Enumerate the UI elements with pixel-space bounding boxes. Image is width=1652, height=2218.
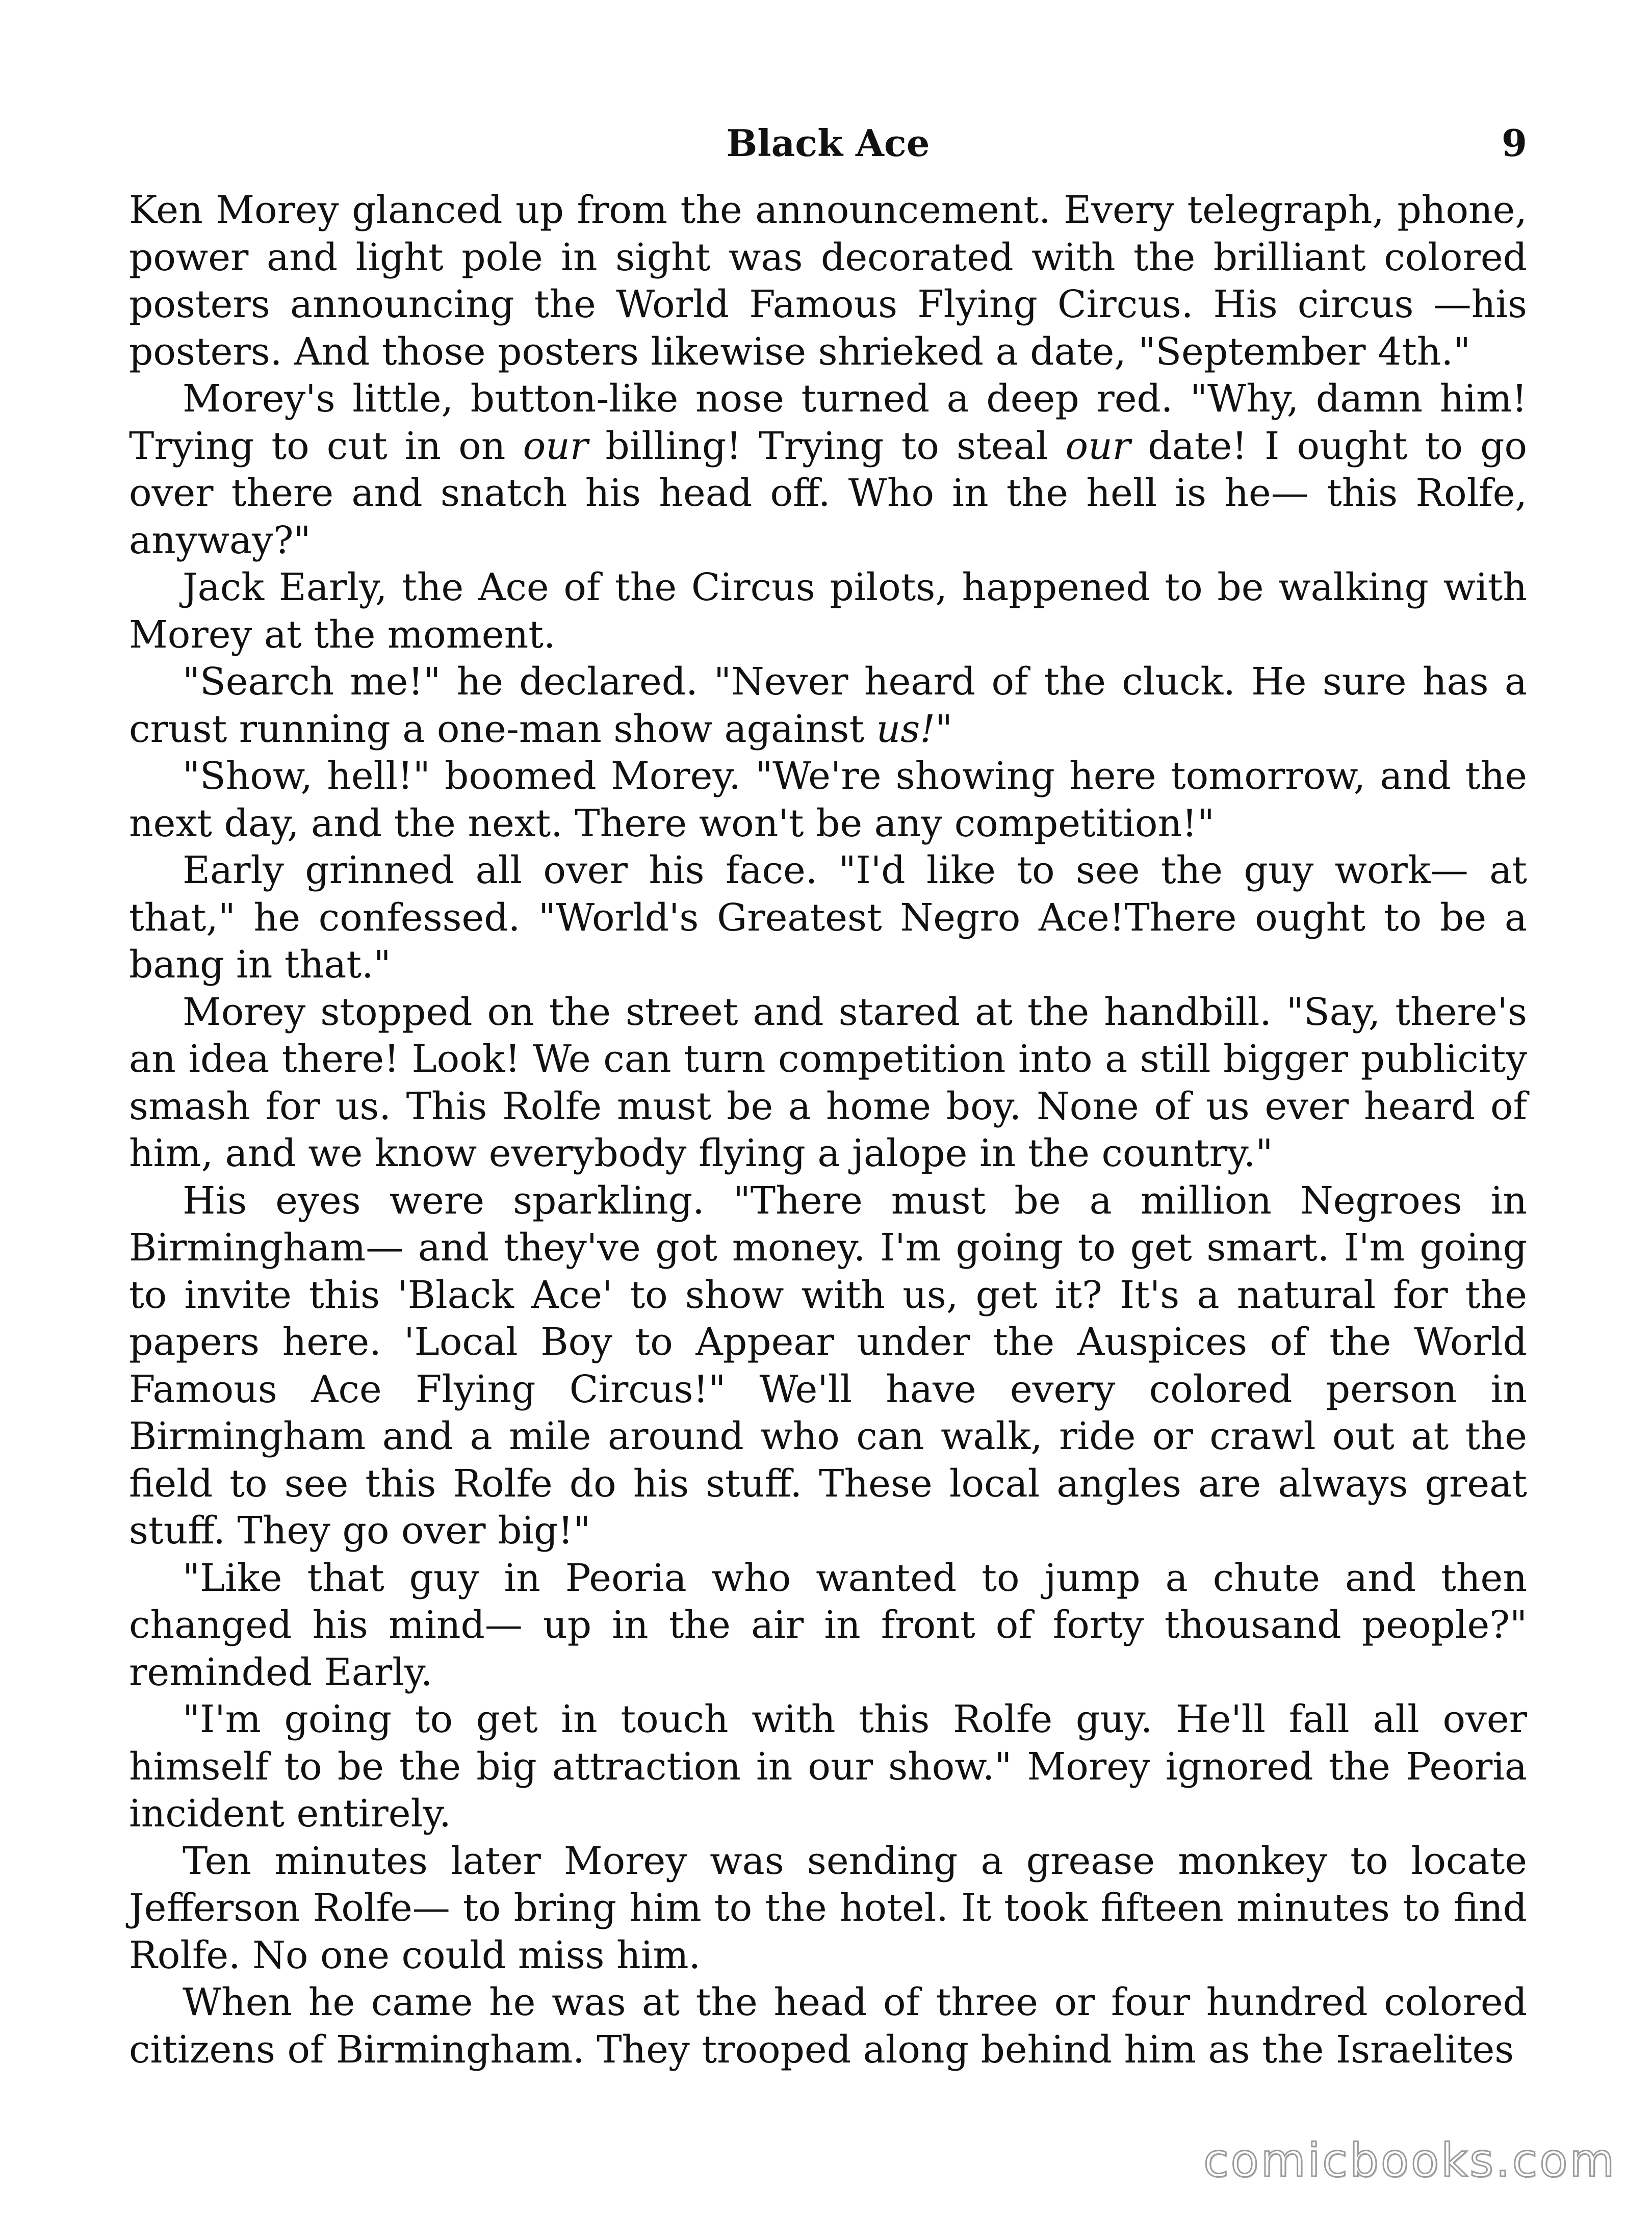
running-head	[129, 120, 1527, 187]
paragraph: Jack Early, the Ace of the Circus pilots, happened to be walking with Morey at the moment.	[129, 565, 1527, 657]
emphasis: our	[1065, 424, 1131, 468]
paragraph: Ken Morey glanced up from the announcement. Every telegraph, phone, power and light pole in sight was decorated with the brilliant colored posters announcing the World Famous Flying Circus. His circus —his posters. And those posters likewise shrieked a date, "September 4th."	[129, 188, 1527, 374]
paragraph: Ten minutes later Morey was sending a grease monkey to locate Jefferson Rolfe— to bring him to the hotel. It took fifteen minutes to find Rolfe. No one could miss him.	[129, 1839, 1527, 1977]
paragraph: "Like that guy in Peoria who wanted to jump a chute and then changed his mind— up in the air in front of forty thousand people?" reminded Early.	[129, 1556, 1527, 1694]
paragraph: When he came he was at the head of three or four hundred colored citizens of Birmingham. They trooped along behind him as the Israelites	[129, 1980, 1527, 2072]
paragraph: "I'm going to get in touch with this Rolfe guy. He'll fall all over himself to be the big attraction in our show." Morey ignored the Peoria incident entirely.	[129, 1697, 1527, 1836]
body-text	[129, 187, 1527, 2073]
watermark: comicbooks.com	[1203, 2134, 1616, 2187]
paragraph: Morey stopped on the street and stared at the handbill. "Say, there's an idea there! Look! We can turn competition into a still bigger publicity smash for us. This Rolfe must be a home boy. None of us ever heard of him, and we know everybody flying a jalope in the country."	[129, 990, 1527, 1175]
paragraph: "Show, hell!" boomed Morey. "We're showing here tomorrow, and the next day, and the next. There won't be any competition!"	[129, 754, 1527, 845]
paragraph: Early grinned all over his face. "I'd like to see the guy work— at that," he confessed. "World's Greatest Negro Ace!There ought to be a bang in that."	[129, 848, 1527, 987]
page-number: 9	[1501, 121, 1527, 165]
emphasis: us!	[876, 707, 935, 751]
emphasis: our	[523, 424, 588, 468]
book-page	[129, 120, 1527, 2099]
paragraph: His eyes were sparkling. "There must be a million Negroes in Birmingham— and they've got money. I'm going to get smart. I'm going to invite this 'Black Ace' to show with us, get it? It's a natural for the papers here. 'Local Boy to Appear under the Auspices of the World Famous Ace Flying Circus!" We'll have every colored person in Birmingham and a mile around who can walk, ride or crawl out at the field to see this Rolfe do his stuff. These local angles are always great stuff. They go over big!"	[129, 1178, 1527, 1553]
paragraph: "Search me!" he declared. "Never heard of the cluck. He sure has a crust running a one-man show against us!"	[129, 660, 1527, 751]
page-title: Black Ace	[726, 121, 930, 165]
paragraph: Morey's little, button-like nose turned a deep red. "Why, damn him! Trying to cut in on our billing! Trying to steal our date! I ought to go over there and snatch his head off. Who in the hell is he— this Rolfe, anyway?"	[129, 377, 1528, 562]
